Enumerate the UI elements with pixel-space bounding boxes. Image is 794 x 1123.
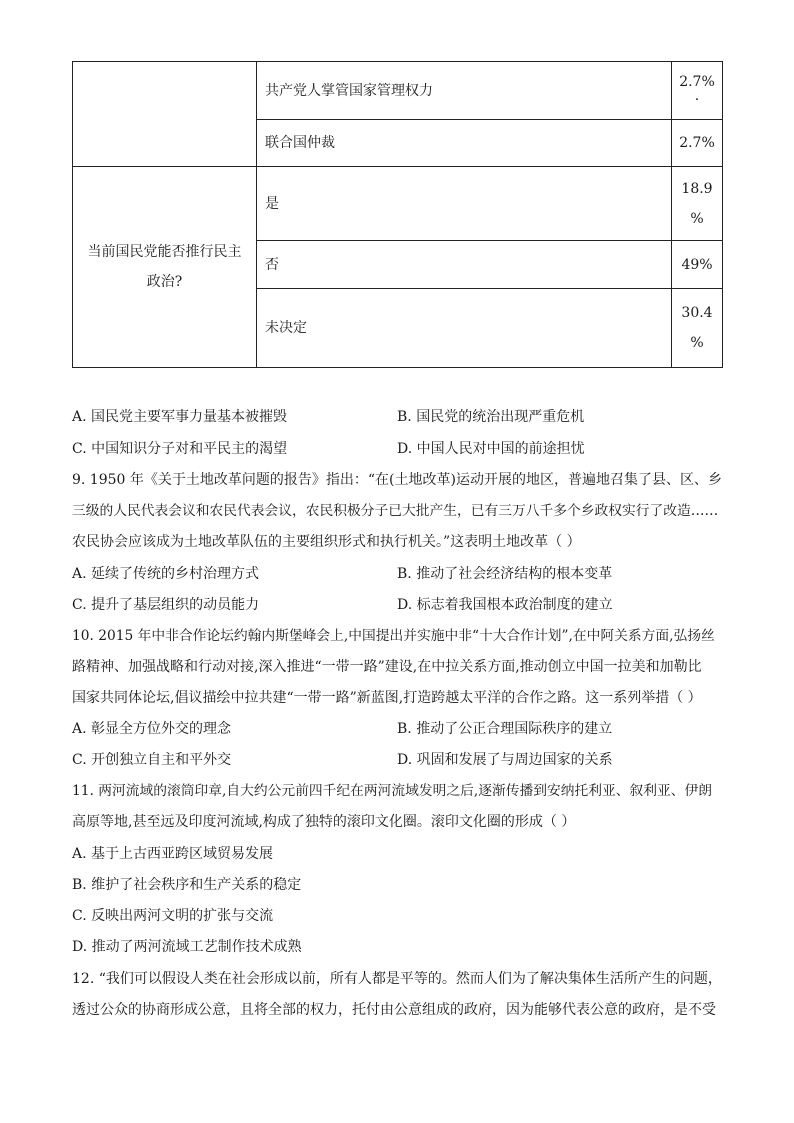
q9-stem-line: 农民协会应该成为土地改革队伍的主要组织形式和执行机关。”这表明土地改革（ ） — [72, 534, 581, 550]
q11-option-a: A. 基于上古西亚跨区域贸易发展 — [72, 846, 274, 862]
q11-option-b: B. 维护了社会秩序和生产关系的稳定 — [72, 877, 302, 893]
question-cell: 当前国民党能否推行民主政治? — [73, 167, 257, 368]
option-cell: 共产党人掌管国家管理权力 — [257, 62, 672, 120]
q10-option-a: A. 彰显全方位外交的理念 — [72, 721, 232, 737]
percent-cell: 2.7% · — [672, 62, 723, 120]
q10-option-c: C. 开创独立自主和平外交 — [72, 752, 232, 768]
q10-option-b: B. 推动了公正合理国际秩序的建立 — [397, 721, 613, 737]
q8-option-c: C. 中国知识分子对和平民主的渴望 — [72, 441, 288, 457]
q9-option-c: C. 提升了基层组织的动员能力 — [72, 597, 260, 613]
q10-option-d: D. 巩固和发展了与周边国家的关系 — [397, 752, 613, 768]
percent-cell: 2.7% — [672, 120, 723, 167]
q9-option-b: B. 推动了社会经济结构的根本变革 — [397, 566, 613, 582]
percent-cell: 30.4 % — [672, 289, 723, 368]
q11-stem-line: 高原等地,甚至远及印度河流域,构成了独特的滚印文化圈。滚印文化圈的形成（ ） — [72, 814, 576, 830]
q11-stem-line: 11. 两河流域的滚筒印章,自大约公元前四千纪在两河流域发明之后,逐渐传播到安纳托利亚、叙利亚、伊朗 — [72, 783, 712, 799]
percent-cell: 18.9 % — [672, 167, 723, 241]
option-cell: 否 — [257, 241, 672, 289]
survey-table — [72, 61, 723, 368]
q11-option-d: D. 推动了两河流域工艺制作技术成熟 — [72, 939, 302, 955]
empty-question-cell — [73, 62, 257, 167]
q9-stem-line: 9. 1950 年《关于土地改革问题的报告》指出：“在(土地改革)运动开展的地区，普遍地召集了县、区、乡 — [72, 472, 722, 488]
q12-stem-line: 透过公众的协商形成公意，且将全部的权力，托付由公意组成的政府，因为能够代表公意的政府，是不受 — [72, 1002, 716, 1018]
percent-cell: 49% — [672, 241, 723, 289]
q12-stem-line: 12. “我们可以假设人类在社会形成以前，所有人都是平等的。然而人们为了解决集体生活所产生的问题， — [72, 971, 722, 987]
q9-option-d: D. 标志着我国根本政治制度的建立 — [397, 597, 613, 613]
q10-stem-line: 路精神、加强战略和行动对接,深入推进“一带一路”建设,在中拉关系方面,推动创立中国一拉美和加勒比 — [72, 659, 702, 675]
option-cell: 未决定 — [257, 289, 672, 368]
q10-stem-line: 国家共同体论坛,倡议描绘中拉共建“一带一路”新蓝图,打造跨越太平洋的合作之路。这一系列举措（ ） — [72, 690, 702, 706]
q8-option-b: B. 国民党的统治出现严重危机 — [397, 409, 585, 425]
table-row — [73, 62, 723, 120]
q9-option-a: A. 延续了传统的乡村治理方式 — [72, 566, 260, 582]
option-cell: 联合国仲裁 — [257, 120, 672, 167]
q8-option-a: A. 国民党主要军事力量基本被摧毁 — [72, 409, 288, 425]
q10-stem-line: 10. 2015 年中非合作论坛约翰内斯堡峰会上,中国提出并实施中非“十大合作计划”,在中阿关系方面,弘扬丝 — [72, 628, 715, 644]
table-row — [73, 167, 723, 241]
q8-option-d: D. 中国人民对中国的前途担忧 — [397, 441, 585, 457]
option-cell: 是 — [257, 167, 672, 241]
q11-option-c: C. 反映出两河文明的扩张与交流 — [72, 908, 274, 924]
q9-stem-line: 三级的人民代表会议和农民代表会议，农民积极分子已大批产生，已有三万八千多个乡政权实行了改造…… — [72, 503, 719, 519]
